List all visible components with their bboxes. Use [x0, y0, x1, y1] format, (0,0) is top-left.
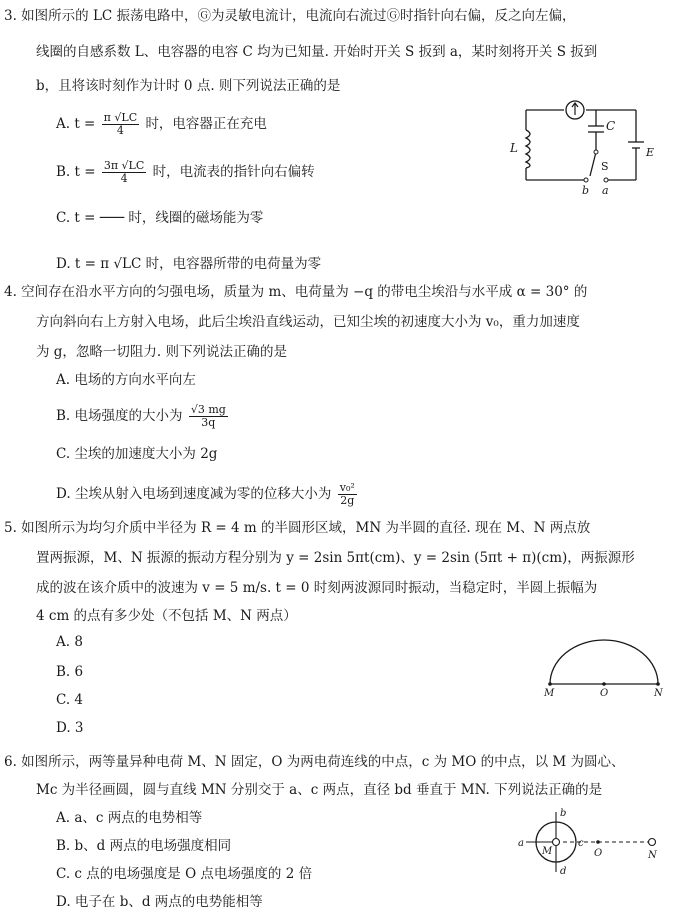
- q3-stem-line3: b，且将该时刻作为计时 0 点. 则下列说法正确的是: [36, 78, 341, 94]
- q5-stem-line1: 5. 如图所示为均匀介质中半径为 R = 4 m 的半圆形区域，MN 为半圆的直径. 现在 M、N 两点放: [4, 520, 591, 536]
- q3-option-b-fraction: $\frac{3\pi √LC}{4}$: [103, 159, 145, 185]
- q6-option-a: A. a、c 两点的电势相等: [56, 810, 203, 826]
- q6-option-c: C. c 点的电场强度是 O 点电场强度的 2 倍: [56, 866, 313, 882]
- q4-option-c: C. 尘埃的加速度大小为 2g: [56, 446, 218, 462]
- q3-label-a: a: [602, 184, 609, 197]
- q6-option-d: D. 电子在 b、d 两点的电势能相等: [56, 894, 263, 910]
- q5-label-N: N: [654, 688, 663, 699]
- q4-stem-line3: 为 g，忽略一切阻力. 则下列说法正确的是: [36, 344, 288, 360]
- q5-label-M: M: [544, 688, 555, 699]
- q3-option-a-fraction: $\frac{\pi √LC}{4}$: [103, 111, 138, 137]
- q4-option-b: B. 电场强度的大小为 $\frac{√3 mg}{3q}$: [56, 403, 226, 429]
- q3-label-C: C: [606, 119, 616, 133]
- q4-option-b-fraction: $\frac{√3 mg}{3q}$: [190, 403, 226, 429]
- q5-stem-line4: 4 cm 的点有多少处（不包括 M、N 两点）: [36, 608, 297, 624]
- q6-label-a: a: [518, 838, 524, 849]
- q3-option-d: D. t = π √LC 时，电容器所带的电荷量为零: [56, 256, 322, 272]
- q5-option-c: C. 4: [56, 692, 84, 708]
- q6-label-O: O: [594, 848, 603, 859]
- q6-stem-line2: Mc 为半径画圆，圆与直线 MN 分别交于 a、c 两点，直径 bd 垂直于 MN. 下列说法正确的是: [36, 782, 603, 798]
- q6-label-b: b: [560, 808, 567, 819]
- q4-option-d-fraction: $\frac{\text{v₀²}}{2g}$: [339, 481, 355, 507]
- q5-option-a: A. 8: [56, 634, 83, 650]
- q3-option-b: B. t = $\frac{3\pi √LC}{4}$ 时，电流表的指针向右偏转: [56, 159, 315, 185]
- q6-label-N: N: [648, 850, 657, 861]
- q6-label-d: d: [560, 866, 567, 877]
- q4-stem-line2: 方向斜向右上方射入电场，此后尘埃沿直线运动，已知尘埃的初速度大小为 v₀，重力加速度: [36, 314, 580, 330]
- q5-option-d: D. 3: [56, 720, 84, 736]
- q5-label-O: O: [600, 688, 609, 699]
- q3-option-c: C. t = ─── 时，线圈的磁场能为零: [56, 210, 264, 226]
- q5-stem-line2: 置两振源，M、N 振源的振动方程分别为 y = 2sin 5πt(cm)、y = 2sin (5πt + π)(cm)，两振源形: [36, 550, 635, 566]
- q6-option-b: B. b、d 两点的电场强度相同: [56, 838, 232, 854]
- q5-option-b: B. 6: [56, 664, 84, 680]
- q4-option-a: A. 电场的方向水平向左: [56, 372, 196, 388]
- q4-option-d: D. 尘埃从射入电场到速度减为零的位移大小为 $\frac{\text{v₀²}}{2g}$: [56, 481, 355, 507]
- q6-label-M: M: [542, 846, 553, 857]
- q3-label-L: L: [510, 141, 518, 155]
- q3-stem-line1: 3. 如图所示的 LC 振荡电路中，Ⓖ为灵敏电流计，电流向右流过Ⓖ时指针向右偏，反之向左偏，: [4, 8, 576, 24]
- q3-label-b: b: [582, 184, 590, 197]
- q3-option-a: A. t = $\frac{\pi √LC}{4}$ 时，电容器正在充电: [56, 111, 267, 137]
- q6-charge-circle-diagram: [512, 806, 672, 876]
- q3-stem-line2: 线圈的自感系数 L、电容器的电容 C 均为已知量. 开始时开关 S 扳到 a，某时刻将开关 S 扳到: [36, 44, 598, 60]
- q5-stem-line3: 成的波在该介质中的波速为 v = 5 m/s. t = 0 时刻两波源同时振动，当稳定时，半圆上振幅为: [36, 580, 598, 596]
- q6-stem-line1: 6. 如图所示，两等量异种电荷 M、N 固定，O 为两电荷连线的中点，c 为 MO 的中点，以 M 为圆心、: [4, 754, 625, 770]
- q5-semicircle-diagram: [540, 632, 670, 698]
- q4-stem-line1: 4. 空间存在沿水平方向的匀强电场，质量为 m、电荷量为 −q 的带电尘埃沿与水平成 α = 30° 的: [4, 284, 588, 300]
- q3-lc-circuit-diagram: [506, 100, 666, 200]
- q6-label-c: c: [578, 838, 584, 849]
- q3-label-E: E: [646, 146, 655, 159]
- q3-label-S: S: [601, 160, 609, 173]
